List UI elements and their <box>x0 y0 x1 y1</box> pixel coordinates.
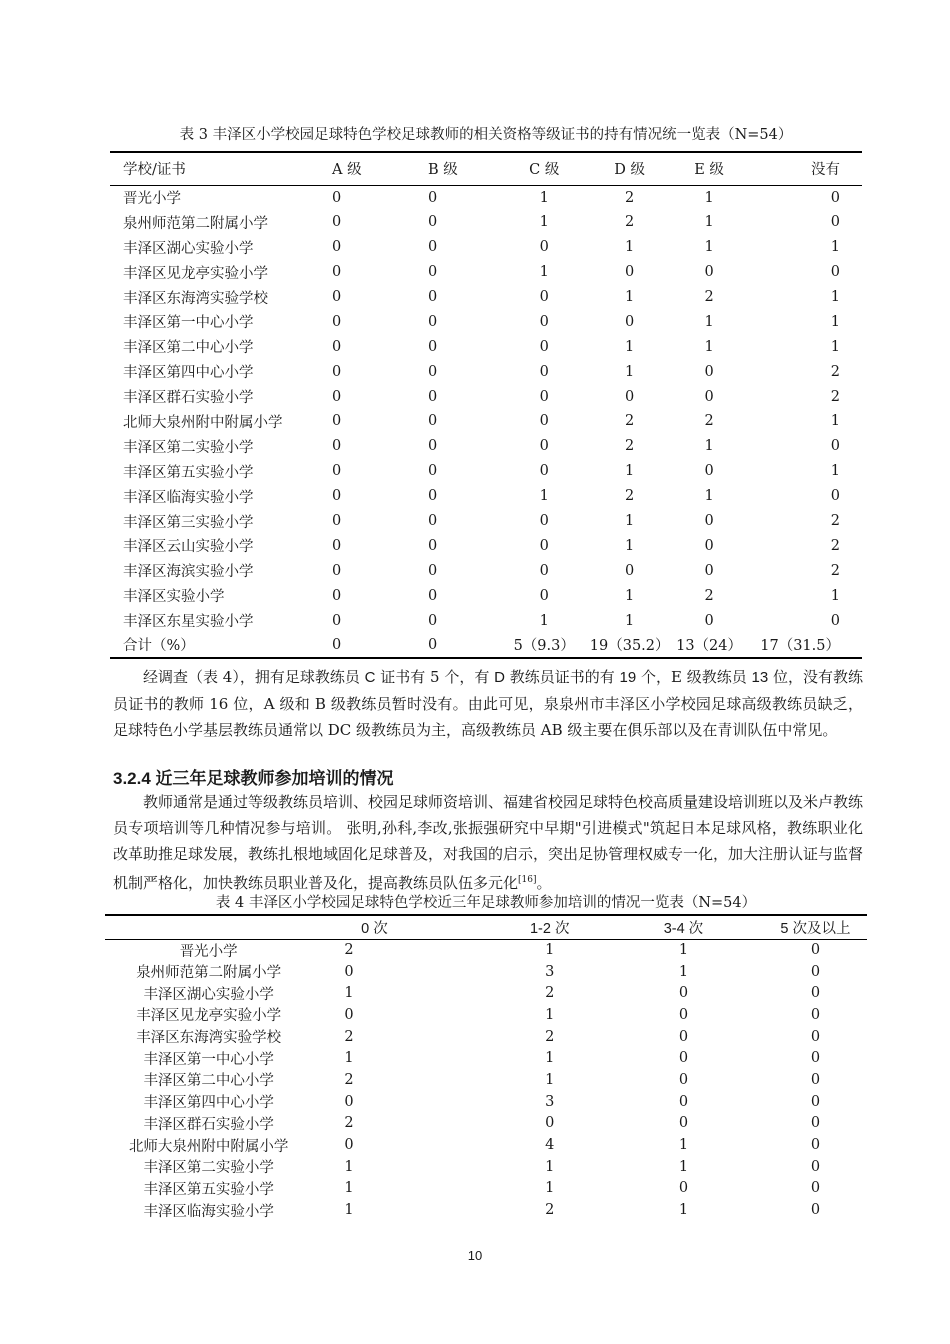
table4-school-cell: 泉州师范第二附属小学 <box>136 965 282 982</box>
table3-school-cell: 丰泽区东海湾实验学校 <box>123 290 268 307</box>
table3-value-cell: 13（24） <box>673 633 745 658</box>
table4-value-cell: 0 <box>810 1115 821 1132</box>
table4-value-cell: 1 <box>545 1071 555 1088</box>
table3-header-cell: 学校/证书 <box>110 152 310 185</box>
table3-value-cell: 1 <box>539 264 549 281</box>
para1-text: 证书有 5 个，有 <box>375 668 495 686</box>
table3-row <box>110 210 862 235</box>
table3-value-cell: 1 <box>830 413 840 430</box>
table3-value-cell: 0 <box>428 313 438 330</box>
table3-value-cell: 2 <box>830 388 840 405</box>
table3-value-cell: 1 <box>704 189 714 206</box>
table3-row <box>110 185 862 210</box>
table3-value-cell: 0 <box>428 189 438 206</box>
table3-row <box>110 384 862 409</box>
table3-value-cell: 1 <box>539 612 549 629</box>
table4-value-cell: 1 <box>678 1202 689 1219</box>
table3-school-cell: 丰泽区见龙亭实验小学 <box>123 265 268 282</box>
table4-value-cell: 0 <box>678 1071 689 1088</box>
table3-row <box>110 509 862 534</box>
table3-value-cell: 0 <box>428 612 438 629</box>
table3-value-cell: 0 <box>539 388 549 405</box>
table4-value-cell: 4 <box>545 1137 555 1154</box>
table3-caption: 表 3 丰泽区小学校园足球特色学校足球教师的相关资格等级证书的持有情况统一览表（N=54） <box>179 127 793 143</box>
table4-value-cell: 0 <box>344 1006 354 1023</box>
table3-row <box>110 459 862 484</box>
table3-value-cell: 0 <box>332 463 342 480</box>
table4-value-cell: 1 <box>344 1050 354 1067</box>
table4-school-cell: 丰泽区第二实验小学 <box>143 1160 274 1177</box>
table3-value-cell: 0 <box>428 388 438 405</box>
table4-value-cell: 1 <box>678 1158 689 1175</box>
table3-value-cell: 0 <box>830 214 840 231</box>
table4-header-cell <box>105 915 312 939</box>
table3-value-cell: 0 <box>332 438 342 455</box>
table3-value-cell: 1 <box>830 239 840 256</box>
table3-value-cell: 0 <box>310 633 406 658</box>
table4-school-cell: 丰泽区见龙亭实验小学 <box>136 1008 282 1025</box>
table3-value-cell: 2 <box>830 562 840 579</box>
table3-value-cell: 0 <box>428 562 438 579</box>
table3-value-cell: 1 <box>625 463 635 480</box>
table3-value-cell: 0 <box>539 313 549 330</box>
table4-value-cell: 2 <box>545 1028 555 1045</box>
table3-header-cell: E 级 <box>673 152 745 185</box>
paragraph-training <box>113 789 863 896</box>
table3-value-cell: 0 <box>539 338 549 355</box>
table3-header-cell: C 级 <box>502 152 586 185</box>
table3-value-cell: 1 <box>704 313 714 330</box>
table4-value-cell: 0 <box>810 1202 821 1219</box>
table3-value-cell: 1 <box>625 289 635 305</box>
table3-value-cell: 0 <box>332 338 342 355</box>
table4-value-cell: 3 <box>545 963 555 980</box>
table4-value-cell: 0 <box>678 1093 689 1110</box>
table4-value-cell: 0 <box>678 985 689 1002</box>
table3-value-cell: 0 <box>830 438 840 455</box>
table4-value-cell: 0 <box>810 1071 821 1088</box>
table3-value-cell: 0 <box>428 438 438 455</box>
table3-value-cell: 2 <box>625 488 635 505</box>
table4-row <box>105 1004 867 1026</box>
table3-value-cell: 0 <box>539 513 549 530</box>
table3-row <box>110 608 862 633</box>
table4-value-cell: 0 <box>344 1137 354 1154</box>
para1-text: 教练员证书的有 <box>504 668 620 686</box>
table4-row <box>105 1113 867 1135</box>
para1-d-count: 19 <box>619 669 637 686</box>
table3-value-cell: 0 <box>428 537 438 554</box>
para1-text: 经调查（表 4），拥有足球教练员 <box>143 668 365 686</box>
table3-value-cell: 2 <box>830 537 840 554</box>
table3-value-cell: 0 <box>428 413 438 430</box>
table3-school-cell: 丰泽区第五实验小学 <box>123 464 254 481</box>
table4-value-cell: 2 <box>344 1115 354 1132</box>
table4-value-cell: 1 <box>545 1050 555 1067</box>
table3-school-cell: 丰泽区第二中心小学 <box>123 340 254 357</box>
table3-row <box>110 334 862 359</box>
table3-value-cell: 0 <box>428 587 438 604</box>
table4-row <box>105 961 867 983</box>
table4-school-cell: 丰泽区湖心实验小学 <box>143 986 274 1003</box>
table3-value-cell: 0 <box>428 338 438 355</box>
table3-value-cell: 0 <box>539 289 549 305</box>
table4-header-cell: 0 次 <box>312 915 436 939</box>
table3-row <box>110 260 862 285</box>
table3-header-cell: D 级 <box>586 152 673 185</box>
table4-school-cell: 丰泽区第一中心小学 <box>143 1051 274 1068</box>
table4-value-cell: 1 <box>545 942 555 959</box>
table3-school-cell: 北师大泉州附中附属小学 <box>123 414 283 431</box>
table4-value-cell: 0 <box>678 1028 689 1045</box>
table3-value-cell: 0 <box>428 264 438 281</box>
table3-value-cell: 1 <box>830 313 840 330</box>
table3-school-cell: 丰泽区临海实验小学 <box>123 489 254 506</box>
table4-header-cell: 1-2 次 <box>437 915 603 939</box>
table3-row <box>110 533 862 558</box>
table4-value-cell: 0 <box>678 1115 689 1132</box>
table3-value-cell: 0 <box>332 388 342 405</box>
para1-e-count: 13 <box>751 669 769 686</box>
table4-value-cell: 0 <box>810 1158 821 1175</box>
table4-body <box>105 939 867 1221</box>
table3-school-cell: 晋光小学 <box>123 191 181 208</box>
table4-row <box>105 1156 867 1178</box>
table3-value-cell: 5（9.3） <box>502 633 586 658</box>
table4 <box>105 914 867 1221</box>
table4-value-cell: 3 <box>545 1093 555 1110</box>
table3-value-cell: 0 <box>428 214 438 231</box>
table3-value-cell: 0 <box>539 413 549 430</box>
table3-row <box>110 359 862 384</box>
table3-value-cell: 1 <box>625 537 635 554</box>
table3-value-cell: 0 <box>830 264 840 281</box>
table3-value-cell: 0 <box>830 189 840 206</box>
table4-row <box>105 1026 867 1048</box>
table4-header-cell: 5 次及以上 <box>724 915 867 939</box>
table3-value-cell: 0 <box>332 239 342 256</box>
table3-value-cell: 0 <box>332 189 342 206</box>
table4-value-cell: 1 <box>344 1202 354 1219</box>
table4-value-cell: 0 <box>810 1093 821 1110</box>
table4-school-cell: 丰泽区第二中心小学 <box>143 1073 274 1090</box>
table3-value-cell: 0 <box>704 612 714 629</box>
table4-school-cell: 北师大泉州附中附属小学 <box>128 1138 289 1155</box>
table3-value-cell: 1 <box>704 488 714 505</box>
table4-school-cell: 丰泽区东海湾实验学校 <box>136 1030 282 1047</box>
table3-value-cell: 0 <box>625 264 635 281</box>
table4-value-cell: 0 <box>678 1006 689 1023</box>
table3-value-cell: 1 <box>704 239 714 256</box>
table3-school-cell: 丰泽区东星实验小学 <box>123 614 254 631</box>
table3-body <box>110 185 862 658</box>
table4-caption: 表 4 丰泽区小学校园足球特色学校近三年足球教师参加培训的情况一览表（N=54） <box>215 895 757 911</box>
table3-value-cell: 17（31.5） <box>745 633 862 658</box>
table3-school-cell: 丰泽区群石实验小学 <box>123 390 254 407</box>
table3-value-cell: 0 <box>704 537 714 554</box>
table3-value-cell: 1 <box>625 239 635 256</box>
table3-value-cell: 0 <box>428 488 438 505</box>
table4-value-cell: 0 <box>810 942 821 959</box>
table4-value-cell: 1 <box>545 1006 555 1023</box>
table3-value-cell: 0 <box>332 313 342 330</box>
table4-value-cell: 0 <box>678 1180 689 1197</box>
table3-school-cell: 丰泽区实验小学 <box>123 589 225 606</box>
table4-row <box>105 1047 867 1069</box>
table3-value-cell: 0 <box>539 537 549 554</box>
table3-value-cell: 0 <box>332 488 342 505</box>
table4-value-cell: 1 <box>545 1158 555 1175</box>
table3-row <box>110 558 862 583</box>
table3-value-cell: 1 <box>830 587 840 604</box>
table3-value-cell: 2 <box>625 189 635 206</box>
citation-ref: [16] <box>518 875 537 885</box>
para1-text: 个，E 级教练员 <box>636 668 752 686</box>
table3-value-cell: 0 <box>332 413 342 430</box>
table4-value-cell: 0 <box>810 1180 821 1197</box>
table3-value-cell: 1 <box>830 338 840 355</box>
table3-value-cell: 2 <box>704 413 714 430</box>
table3-value-cell: 0 <box>539 562 549 579</box>
table3-row <box>110 583 862 608</box>
table3-school-cell: 丰泽区第四中心小学 <box>123 365 254 382</box>
table3-value-cell: 0 <box>830 612 840 629</box>
table3-value-cell: 0 <box>332 363 342 380</box>
table4-row <box>105 1134 867 1156</box>
table3-header-row <box>110 152 862 185</box>
table4-value-cell: 0 <box>344 1093 354 1110</box>
table3-value-cell: 0 <box>428 239 438 256</box>
table3-value-cell: 0 <box>625 562 635 579</box>
table3-value-cell: 0 <box>332 264 342 281</box>
table4-row <box>105 1069 867 1091</box>
table4-value-cell: 1 <box>545 1180 555 1197</box>
table3-value-cell: 1 <box>625 612 635 629</box>
paragraph-survey-summary <box>113 664 863 743</box>
table3-value-cell: 0 <box>428 513 438 530</box>
table3-value-cell: 0 <box>704 388 714 405</box>
table3-value-cell: 1 <box>625 363 635 380</box>
table4-school-cell: 丰泽区第四中心小学 <box>143 1095 274 1112</box>
table4-value-cell: 0 <box>810 1050 821 1067</box>
table3-school-cell: 泉州师范第二附属小学 <box>123 215 268 232</box>
table3-value-cell: 0 <box>539 463 549 480</box>
table3-value-cell: 0 <box>406 633 502 658</box>
table3-header-cell: A 级 <box>310 152 406 185</box>
table3-value-cell: 1 <box>539 214 549 231</box>
table3-value-cell: 1 <box>704 438 714 455</box>
table3-value-cell: 0 <box>539 363 549 380</box>
table3-school-cell: 合计（%） <box>110 633 310 658</box>
table4-header-cell: 3-4 次 <box>603 915 724 939</box>
table3-row <box>110 409 862 434</box>
table3-row <box>110 434 862 459</box>
table4-value-cell: 1 <box>344 985 354 1002</box>
table4-value-cell: 2 <box>545 1202 555 1219</box>
table3-value-cell: 2 <box>625 413 635 430</box>
table4-row <box>105 982 867 1004</box>
table3-school-cell: 丰泽区云山实验小学 <box>123 539 254 556</box>
table3-value-cell: 1 <box>830 463 840 480</box>
section-heading: 3.2.4 近三年足球教师参加培训的情况 <box>113 769 394 788</box>
table4-value-cell: 1 <box>678 1137 689 1154</box>
table4-value-cell: 2 <box>344 1028 354 1045</box>
table4-value-cell: 0 <box>810 1006 821 1023</box>
table4-value-cell: 0 <box>810 985 821 1002</box>
table4-value-cell: 1 <box>344 1180 354 1197</box>
table4-row <box>105 1091 867 1113</box>
table3-row <box>110 309 862 334</box>
table4-value-cell: 0 <box>344 963 354 980</box>
table3-value-cell: 0 <box>539 239 549 256</box>
table3-value-cell: 0 <box>332 513 342 530</box>
table3-value-cell: 0 <box>428 363 438 380</box>
table3-value-cell: 0 <box>704 562 714 579</box>
table4-school-cell: 丰泽区第五实验小学 <box>143 1181 274 1198</box>
table3-value-cell: 0 <box>625 388 635 405</box>
table4-value-cell: 1 <box>344 1158 354 1175</box>
table3-value-cell: 0 <box>625 313 635 330</box>
table3-value-cell: 0 <box>539 438 549 455</box>
table3-value-cell: 0 <box>332 537 342 554</box>
table3-value-cell: 0 <box>332 289 342 305</box>
table4-school-cell: 晋光小学 <box>179 943 238 960</box>
table4-value-cell: 1 <box>678 942 689 959</box>
table3-value-cell: 0 <box>428 463 438 480</box>
table3-value-cell: 0 <box>704 264 714 281</box>
table4-value-cell: 2 <box>545 985 555 1002</box>
table4-value-cell: 0 <box>678 1050 689 1067</box>
table3-value-cell: 0 <box>332 612 342 629</box>
table3-value-cell: 0 <box>428 289 438 305</box>
para1-text: 位，没有教练员证书的教师 16 位，A 级和 B 级教练员暂时没有。由此可见，泉泉州市丰泽区小学校园足球高级教练员缺乏，足球特色小学基层教练员通常以 DC 级教练员为主，高级教练员 AB 级主要在俱乐部以及在青训队伍中常见。 <box>113 668 863 739</box>
table3-school-cell: 丰泽区第一中心小学 <box>123 315 254 332</box>
table4-row <box>105 1178 867 1200</box>
table3-value-cell: 0 <box>704 513 714 530</box>
table3-row <box>110 235 862 260</box>
para1-d-label: D <box>494 669 505 686</box>
table3-header-cell: B 级 <box>406 152 502 185</box>
table3-value-cell: 1 <box>539 488 549 505</box>
table3-value-cell: 0 <box>704 363 714 380</box>
table3-value-cell: 0 <box>332 562 342 579</box>
table3-school-cell: 丰泽区第二实验小学 <box>123 439 254 456</box>
table3-school-cell: 丰泽区海滨实验小学 <box>123 564 254 581</box>
table4-school-cell: 丰泽区群石实验小学 <box>143 1116 274 1133</box>
table4-school-cell: 丰泽区临海实验小学 <box>143 1203 274 1220</box>
table3-value-cell: 1 <box>539 189 549 206</box>
table3-row <box>110 484 862 509</box>
table4-value-cell: 2 <box>344 942 354 959</box>
table3-school-cell: 丰泽区第三实验小学 <box>123 514 254 531</box>
table4-header-row <box>105 915 867 939</box>
table3-value-cell: 0 <box>332 214 342 231</box>
table3-value-cell: 19（35.2） <box>586 633 673 658</box>
table3-value-cell: 0 <box>704 463 714 480</box>
table3-value-cell: 0 <box>830 488 840 505</box>
table3-value-cell: 2 <box>830 513 840 530</box>
table3-value-cell: 1 <box>704 214 714 231</box>
table4-value-cell: 2 <box>344 1071 354 1088</box>
table3-value-cell: 2 <box>830 363 840 380</box>
para1-c-label: C <box>364 669 376 686</box>
table3 <box>110 151 862 659</box>
table3-value-cell: 1 <box>704 338 714 355</box>
table3-row <box>110 285 862 310</box>
table4-value-cell: 0 <box>810 1028 821 1045</box>
table3-value-cell: 2 <box>704 289 714 305</box>
table3-value-cell: 0 <box>332 587 342 604</box>
table3-value-cell: 2 <box>625 214 635 231</box>
table3-school-cell: 丰泽区湖心实验小学 <box>123 240 254 257</box>
table4-value-cell: 1 <box>678 963 689 980</box>
table4-value-cell: 0 <box>810 963 821 980</box>
table3-value-cell: 1 <box>830 289 840 305</box>
table3-value-cell: 1 <box>625 513 635 530</box>
table4-row <box>105 1199 867 1221</box>
table4-value-cell: 0 <box>810 1137 821 1154</box>
para2-end: 。 <box>536 874 552 892</box>
table3-value-cell: 2 <box>625 438 635 455</box>
table4-row <box>105 939 867 961</box>
table3-value-cell: 1 <box>625 338 635 355</box>
table3-header-cell: 没有 <box>745 152 862 185</box>
table4-value-cell: 0 <box>545 1115 555 1132</box>
page-number: 10 <box>467 1248 483 1263</box>
table3-value-cell: 2 <box>704 587 714 604</box>
table3-value-cell: 1 <box>625 587 635 604</box>
para2-text: 教师通常是通过等级教练员培训、校园足球师资培训、福建省校园足球特色校高质量建设培训班以及米卢教练员专项培训等几种情况参与培训。 张明,孙科,李改,张振强研究中早期"引进模式"筑起日本足球风格，教练职业化改革助推足球发展，教练扎根地域固化足球普及，对我国的启示，突出足协管理权威专一化，加大注册认证与监督机制严格化，加快教练员职业普及化，提高教练员队伍多元化 <box>113 793 864 892</box>
table3-value-cell: 0 <box>539 587 549 604</box>
table3-row <box>110 633 862 658</box>
